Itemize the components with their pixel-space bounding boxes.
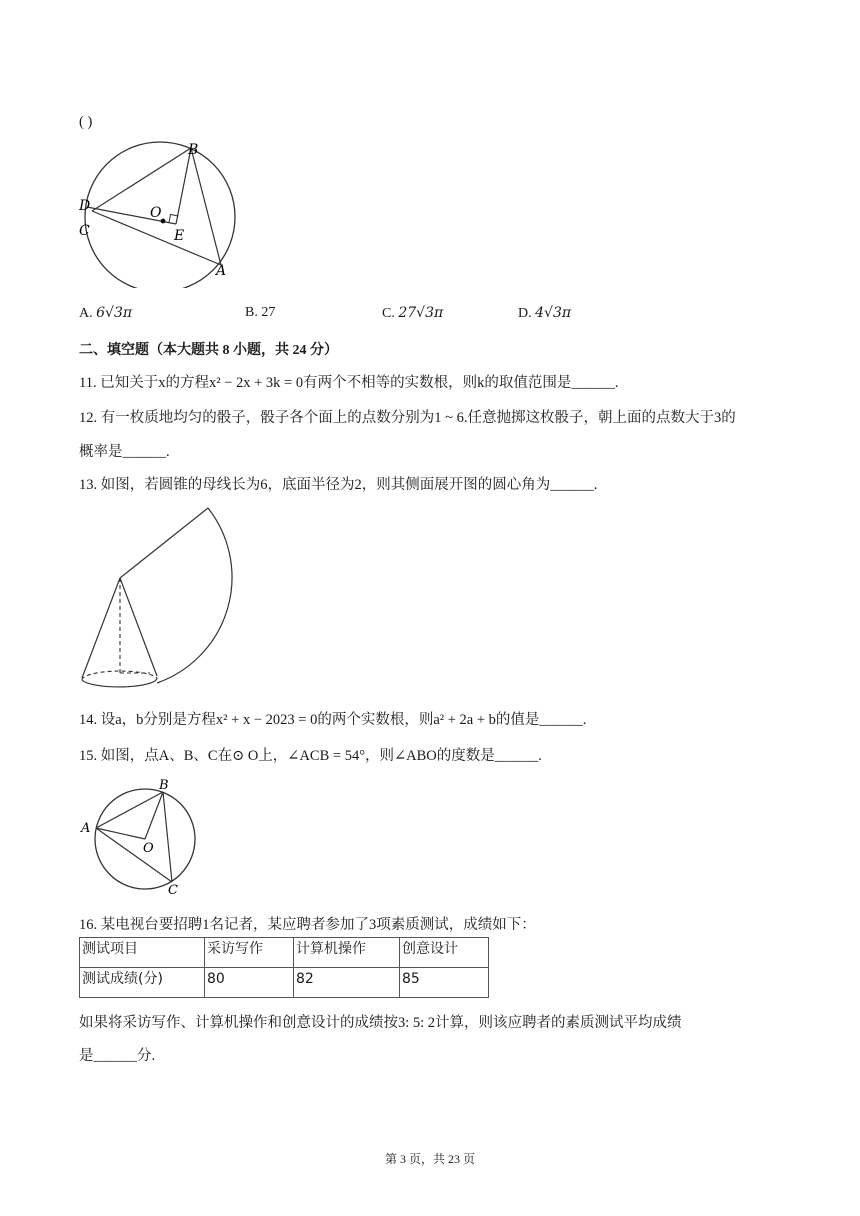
label-B: B — [159, 778, 169, 793]
option-b-letter: B. — [245, 305, 258, 320]
table-cell: 测试成绩(分) — [80, 968, 205, 998]
label-E: E — [174, 228, 185, 244]
table-cell: 计算机操作 — [294, 938, 400, 968]
q15-circle-figure — [76, 774, 206, 899]
option-b-value: 27 — [261, 305, 276, 320]
question-15: 15. 如图，点A、B、C在⊙ O上，∠ACB = 54°，则∠ABO的度数是______. — [79, 748, 542, 764]
table-cell: 85 — [400, 968, 489, 998]
option-b — [245, 305, 275, 321]
table-row — [80, 938, 489, 968]
label-O: O — [143, 841, 154, 856]
table-cell: 创意设计 — [400, 938, 489, 968]
label-A: A — [81, 821, 91, 836]
question-12-line1: 12. 有一枚质地均匀的骰子，骰子各个面上的点数分别为1 ~ 6.任意抛掷这枚骰子，朝上面的点数大于3的 — [79, 410, 736, 426]
question-11: 11. 已知关于x的方程x² − 2x + 3k = 0有两个不相等的实数根，则k的取值范围是______. — [79, 375, 619, 391]
question-12-line2: 概率是______. — [79, 444, 170, 460]
table-cell: 测试项目 — [80, 938, 205, 968]
table-row — [80, 968, 489, 998]
question-16-intro: 16. 某电视台要招聘1名记者，某应聘者参加了3项素质测试，成绩如下： — [79, 917, 536, 933]
label-D: D — [79, 198, 91, 214]
label-B: B — [188, 142, 199, 158]
table-cell: 80 — [205, 968, 294, 998]
option-c-value: 27√3π — [398, 305, 444, 321]
label-O: O — [150, 205, 162, 221]
option-a — [79, 305, 132, 322]
option-a-letter: A. — [79, 306, 93, 321]
option-a-value: 6√3π — [96, 305, 133, 321]
option-c — [382, 305, 443, 322]
label-C: C — [79, 223, 90, 239]
question-16-line1: 如果将采访写作、计算机操作和创意设计的成绩按3: 5: 2计算，则该应聘者的素质测试平均成绩 — [79, 1015, 682, 1031]
option-d — [518, 305, 571, 322]
scores-table — [79, 937, 489, 998]
label-A: A — [216, 263, 227, 279]
question-13: 13. 如图，若圆锥的母线长为6，底面半径为2，则其侧面展开图的圆心角为______. — [79, 477, 598, 493]
page-footer: 第 3 页，共 23 页 — [384, 1152, 475, 1166]
option-d-letter: D. — [518, 306, 532, 321]
table-cell: 采访写作 — [205, 938, 294, 968]
q10-circle-figure — [70, 138, 250, 288]
option-c-letter: C. — [382, 306, 395, 321]
question-16-line2: 是______分. — [79, 1048, 156, 1064]
answer-parentheses: ( ) — [79, 114, 93, 130]
question-14: 14. 设a，b分别是方程x² + x − 2023 = 0的两个实数根，则a² + 2a + b的值是______. — [79, 712, 587, 728]
table-cell: 82 — [294, 968, 400, 998]
cone-sector-figure — [72, 500, 242, 695]
section-title: 二、填空题（本大题共 8 小题，共 24 分） — [79, 343, 338, 358]
option-d-value: 4√3π — [535, 305, 572, 321]
label-C: C — [168, 883, 178, 898]
